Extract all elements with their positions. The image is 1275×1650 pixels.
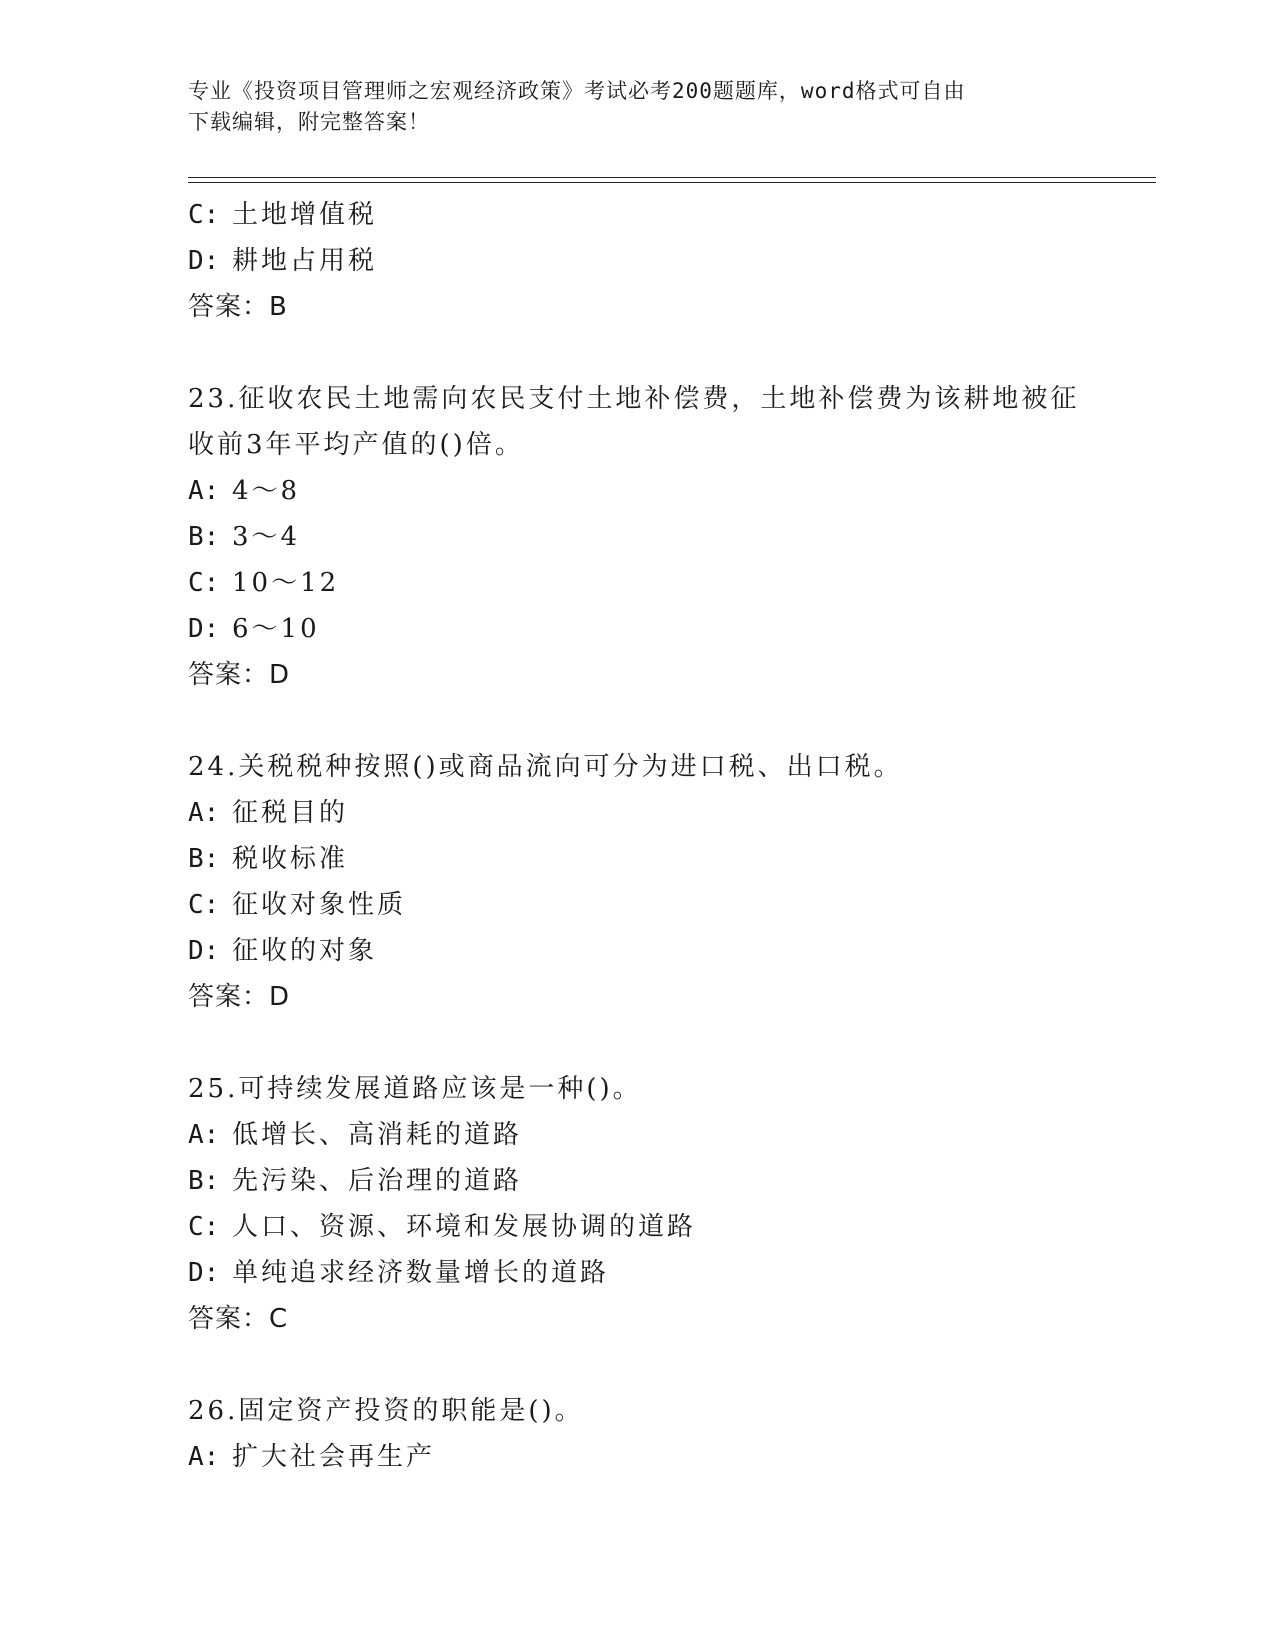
option-text: 税收标准 xyxy=(232,844,349,874)
option-c xyxy=(188,192,1088,238)
option-c xyxy=(188,1204,1088,1250)
option-label: D: xyxy=(188,936,220,966)
option-b xyxy=(188,1158,1088,1204)
document-header xyxy=(188,76,1088,138)
option-label: A: xyxy=(188,1120,220,1150)
question-23 xyxy=(188,376,1088,698)
option-label: C: xyxy=(188,890,220,920)
option-label: B: xyxy=(188,844,220,874)
answer-line: 答案：D xyxy=(188,982,291,1012)
question-25 xyxy=(188,1066,1088,1342)
header-divider xyxy=(188,177,1156,183)
spacer xyxy=(188,1020,1088,1066)
option-d xyxy=(188,238,1088,284)
option-label: D: xyxy=(188,246,220,276)
option-b xyxy=(188,514,1088,560)
option-label: D: xyxy=(188,614,220,644)
option-label: A: xyxy=(188,476,220,506)
question-stem: 24.关税税种按照()或商品流向可分为进口税、出口税。 xyxy=(188,752,903,782)
spacer xyxy=(188,330,1088,376)
answer-line: 答案：B xyxy=(188,292,288,322)
option-label: C: xyxy=(188,200,220,230)
question-stem: 25.可持续发展道路应该是一种()。 xyxy=(188,1074,642,1104)
option-a xyxy=(188,468,1088,514)
spacer xyxy=(188,698,1088,744)
option-text: 征收对象性质 xyxy=(232,890,407,920)
option-label: B: xyxy=(188,522,220,552)
spacer xyxy=(188,1342,1088,1388)
header-title-line1: 专业《投资项目管理师之宏观经济政策》考试必考200题题库，word格式可自由 xyxy=(188,79,966,103)
prev-question xyxy=(188,192,1088,330)
question-26 xyxy=(188,1388,1088,1480)
option-label: C: xyxy=(188,568,220,598)
option-text: 10～12 xyxy=(232,568,340,598)
option-d xyxy=(188,606,1088,652)
option-c xyxy=(188,560,1088,606)
option-text: 先污染、后治理的道路 xyxy=(232,1166,523,1196)
question-stem: 23.征收农民土地需向农民支付土地补偿费，土地补偿费为该耕地被征 xyxy=(188,384,1080,414)
option-label: D: xyxy=(188,1258,220,1288)
answer-line: 答案：C xyxy=(188,1304,289,1334)
option-text: 单纯追求经济数量增长的道路 xyxy=(232,1258,610,1288)
option-a xyxy=(188,790,1088,836)
option-text: 低增长、高消耗的道路 xyxy=(232,1120,523,1150)
option-d xyxy=(188,1250,1088,1296)
question-stem-continued: 收前3年平均产值的()倍。 xyxy=(188,430,524,460)
option-text: 耕地占用税 xyxy=(232,246,378,276)
option-text: 人口、资源、环境和发展协调的道路 xyxy=(232,1212,697,1242)
option-label: A: xyxy=(188,798,220,828)
option-d xyxy=(188,928,1088,974)
option-c xyxy=(188,882,1088,928)
option-text: 征税目的 xyxy=(232,798,349,828)
question-stem: 26.固定资产投资的职能是()。 xyxy=(188,1396,584,1426)
option-text: 4～8 xyxy=(232,476,301,506)
option-label: A: xyxy=(188,1442,220,1472)
option-text: 征收的对象 xyxy=(232,936,378,966)
answer-line: 答案：D xyxy=(188,660,291,690)
option-text: 3～4 xyxy=(232,522,301,552)
option-text: 6～10 xyxy=(232,614,320,644)
question-content xyxy=(188,192,1088,1480)
option-text: 扩大社会再生产 xyxy=(232,1442,436,1472)
option-a xyxy=(188,1434,1088,1480)
option-label: C: xyxy=(188,1212,220,1242)
option-text: 土地增值税 xyxy=(232,200,378,230)
option-label: B: xyxy=(188,1166,220,1196)
header-title-line2: 下载编辑，附完整答案！ xyxy=(188,110,430,134)
option-a xyxy=(188,1112,1088,1158)
question-24 xyxy=(188,744,1088,1020)
option-b xyxy=(188,836,1088,882)
